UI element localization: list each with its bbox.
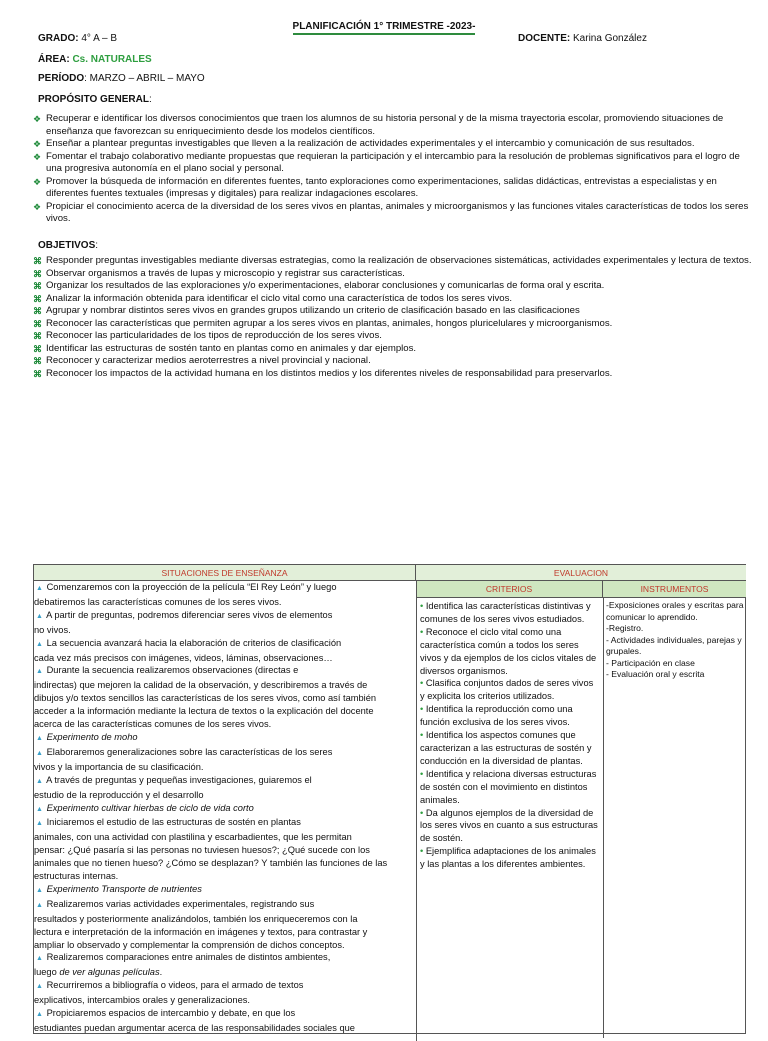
objetivos-heading: OBJETIVOS: [38,240,99,251]
objetivo-bullet-icon: ⌘ [33,306,42,316]
situacion-line: ▲ Realizaremos varias actividades experimentales, registrando sus [34,898,414,913]
periodo-line [38,73,205,86]
proposito-item [33,151,755,176]
periodo-label: PERÍODO [38,73,85,84]
proposito-bullet-icon: ❖ [33,201,42,212]
proposito-text: Enseñar a plantear preguntas investigables que lleven a la realización de actividades experimentales y el intercambio y comunicación de sus resultados. [46,138,695,149]
objetivo-bullet-icon: ⌘ [33,368,42,379]
col-evaluacion-header: EVALUACION [416,565,746,581]
objetivo-bullet-icon: ⌘ [33,343,42,354]
docente-value: Karina González [570,33,647,44]
objetivo-bullet-icon: ⌘ [33,268,42,279]
situacion-line: animales que no tienen hueso? ¿Cómo se desplazan? Y también las funciones de las [34,858,388,869]
situacion-line: estudio de la reproducción y el desarrollo [34,789,204,800]
triangle-bullet-icon: ▲ [36,668,43,676]
triangle-bullet-icon: ▲ [36,585,43,592]
proposito-heading: PROPÓSITO GENERAL: [38,94,152,105]
situacion-line: debatiremos las características comunes de los seres vivos. [34,596,282,607]
situacion-line: ▲ Experimento cultivar hierbas de ciclo de vida corto [34,802,414,817]
triangle-bullet-icon: ▲ [36,983,43,991]
criterio-item: • Identifica y relaciona diversas estructuras de sostén con el movimiento en distintos animales. [420,768,597,805]
triangle-bullet-icon: ▲ [36,612,43,620]
bullet-icon: • [420,704,424,715]
instrumento-item: - Actividades individuales, parejas y grupales. [606,634,742,656]
situacion-line: ampliar lo observado y complementar la comprensión de dichos conceptos. [34,939,345,950]
situacion-line: animales, con una actividad con plastilina y escarbadientes, que les permitan [34,832,352,843]
triangle-bullet-icon: ▲ [36,749,43,757]
grado-label: GRADO: [38,33,79,44]
docente-label: DOCENTE: [518,33,571,44]
situacion-line: luego de ver algunas películas. [34,967,163,978]
situacion-line: dibujos y/o textos sencillos las características de los seres vivos, como así también [34,693,377,704]
objetivo-text: Organizar los resultados de las exploraciones y/o experimentaciones, elaborar conclusiones y comunicarlas de forma oral y escrita. [46,280,605,291]
bullet-icon: • [420,626,424,637]
situacion-line: ▲ Durante la secuencia realizaremos observaciones (directas e [34,664,414,679]
objetivo-bullet-icon: ⌘ [33,293,42,304]
criterio-item: • Identifica la reproducción como una función exclusiva de los seres vivos. [420,704,573,728]
criterio-item: • Da algunos ejemplos de la diversidad de los seres vivos en cuanto a sus estructuras de sostén. [420,807,598,844]
objetivo-bullet-icon: ⌘ [33,318,42,329]
col-criterios-header: CRITERIOS [416,581,603,598]
objetivo-bullet-icon: ⌘ [33,281,42,291]
objetivos-list [33,255,755,380]
situacion-line: indirectas) que mejoren la calidad de la observación, y describiremos a través de [34,680,368,691]
situacion-line: ▲ Experimento de moho [34,731,414,746]
instrumento-item: -Exposiciones orales y escritas para comunicar lo aprendido. [606,600,744,622]
triangle-bullet-icon: ▲ [36,886,43,894]
proposito-item [33,113,755,138]
triangle-bullet-icon: ▲ [36,1011,43,1019]
bullet-icon: • [420,846,424,857]
situacion-line: ▲ Iniciaremos el estudio de las estructuras de sostén en plantas [34,816,414,831]
bullet-icon: • [420,807,424,818]
bullet-icon: • [420,601,424,611]
objetivo-bullet-icon: ⌘ [33,331,42,341]
instrumento-item: - Evaluación oral y escrita [606,669,705,679]
objetivo-bullet-icon: ⌘ [33,356,42,366]
col-situaciones-header: SITUACIONES DE ENSEÑANZA [34,565,416,581]
proposito-text: Recuperar e identificar los diversos conocimientos que traen los alumnos de su historia personal y de la misma trayectoria escolar, promoviendo situaciones de enseñanza que favorezcan su enriquecimiento desde los modelos científicos. [46,113,724,137]
docente-line [518,33,647,46]
proposito-item [33,176,755,201]
situacion-line: ▲ Experimento Transporte de nutrientes [34,883,414,898]
criterio-item: • Ejemplifica adaptaciones de los animales y las plantas a los diferentes ambientes. [420,846,596,870]
column-divider [416,581,417,1041]
criterio-item: • Identifica las características distintivas y comunes de los seres vivos estudiados. [420,601,591,624]
bullet-icon: • [420,678,424,689]
instrumentos-cell [606,600,744,681]
situacion-line: ▲ Realizaremos comparaciones entre animales de distintos ambientes, [34,951,414,966]
objetivo-item [33,305,755,318]
situacion-line: ▲ La secuencia avanzará hacia la elaboración de criterios de clasificación [34,637,414,652]
situacion-line: pensar: ¿Qué pasaría si las personas no tuviesen huesos?; ¿Qué sucede con los [34,845,370,856]
objetivo-item [33,293,755,306]
situacion-line: acerca de las características comunes de los seres vivos. [34,719,272,730]
instrumento-item: -Registro. [606,623,644,633]
criterio-item: • Reconoce el ciclo vital como una característica común a todos los seres vivos y da ejemplos de los ciclos vitales de diversos organismos. [420,626,597,676]
instrumento-item: - Participación en clase [606,657,695,668]
objetivo-item [33,255,755,268]
situacion-line: ▲ Elaboraremos generalizaciones sobre las características de los seres [34,746,414,761]
situacion-line: no vivos. [34,624,71,635]
objetivo-text: Responder preguntas investigables mediante diversas estrategias, como la realización de observaciones sistemáticas, actividades experimentales y lectura de textos. [46,255,752,266]
proposito-bullet-icon: ❖ [33,114,42,124]
triangle-bullet-icon: ▲ [36,777,43,785]
triangle-bullet-icon: ▲ [36,955,43,963]
objetivo-text: Observar organismos a través de lupas y microscopio y registrar sus características. [46,267,405,279]
situacion-line: ▲ Comenzaremos con la proyección de la película “El Rey León” y luego [34,581,414,596]
grado-value: 4° A – B [78,33,118,44]
criterio-item: • Clasifica conjuntos dados de seres vivos y explicita los criterios utilizados. [420,678,594,702]
situacion-line: resultados y posteriormente analizándolos, también los enriqueceremos con la [34,913,358,924]
page-title: PLANIFICACIÓN 1° TRIMESTRE -2023- [0,21,768,34]
proposito-list [33,113,755,226]
proposito-text: Fomentar el trabajo colaborativo mediante propuestas que requieran la participación y el intercambio para la resolución de problemas significativos para el logro de una progresiva autonomía en el plano social y personal. [46,150,740,174]
situacion-line: acceder a la información mediante la lectura de textos o la explicación del docente [34,706,374,717]
planning-table [33,564,746,1034]
proposito-text: Promover la búsqueda de información en diferentes fuentes, tanto exploraciones como experimentaciones, salidas didácticas, entrevistas a especialistas y en diferentes fuentes textuales (impresas y digitales) para realizar indagaciones escolares. [46,175,717,199]
proposito-bullet-icon: ❖ [33,139,42,149]
triangle-bullet-icon: ▲ [36,901,43,909]
objetivo-bullet-icon: ⌘ [33,256,42,266]
objetivo-item [33,368,755,381]
grado-line [38,33,117,46]
objetivo-item [33,330,755,343]
objetivo-item [33,355,755,368]
bullet-icon: • [420,730,424,741]
objetivo-text: Analizar la información obtenida para identificar el ciclo vital como una característica de todos los seres vivos. [46,292,513,304]
triangle-bullet-icon: ▲ [36,820,43,828]
situacion-line: lectura e interpretación de la información en imágenes y textos, para contrastar y [34,926,368,937]
triangle-bullet-icon: ▲ [36,640,43,648]
situacion-line: ▲ A partir de preguntas, podremos diferenciar seres vivos de elementos [34,609,414,624]
situacion-line: ▲ Propiciaremos espacios de intercambio y debate, en que los [34,1007,414,1022]
criterio-item: • Identifica los aspectos comunes que caracterizan a las estructuras de sostén y conducción en la diversidad de plantas. [420,730,592,766]
objetivo-text: Reconocer las características que permiten agrupar a los seres vivos en plantas, animales, hongos pluricelulares y microorganismos. [46,317,613,329]
area-label: ÁREA: [38,54,70,65]
objetivo-text: Agrupar y nombrar distintos seres vivos en grandes grupos utilizando un criterio de clasificación basado en las clasificaciones [46,305,580,316]
objetivo-item [33,268,755,281]
situacion-line: ▲ A través de preguntas y pequeñas investigaciones, guiaremos el [34,774,414,789]
proposito-bullet-icon: ❖ [33,151,42,162]
situacion-line: estudiantes puedan argumentar acerca de las responsabilidades sociales que [34,1023,355,1033]
area-value: Cs. NATURALES [69,54,152,65]
objetivo-text: Identificar las estructuras de sostén tanto en plantas como en animales y dar ejemplos. [46,342,417,354]
column-divider [603,598,604,1038]
area-line [38,54,152,67]
triangle-bullet-icon: ▲ [36,734,43,742]
proposito-item [33,138,755,151]
proposito-bullet-icon: ❖ [33,176,42,187]
col-instrumentos-header: INSTRUMENTOS [603,581,746,598]
objetivo-text: Reconocer y caracterizar medios aeroterrestres a nivel provincial y nacional. [46,355,371,366]
objetivo-text: Reconocer las particularidades de los tipos de reproducción de los seres vivos. [46,330,382,341]
situacion-line: estructuras internas. [34,871,119,882]
proposito-text: Propiciar el conocimiento acerca de la diversidad de los seres vivos en plantas, animales y microorganismos y las funciones vitales características de todos los seres vivos. [46,200,749,224]
situacion-line: ▲ Recurriremos a bibliografía o videos, para el armado de textos [34,979,414,994]
criterios-cell [420,600,600,871]
situacion-line: vivos y la importancia de su clasificación. [34,761,204,772]
periodo-value: : MARZO – ABRIL – MAYO [84,73,205,84]
objetivo-text: Reconocer los impactos de la actividad humana en los distintos medios y los diferentes niveles de responsabilidad para preservarlos. [46,367,613,379]
situaciones-cell [34,581,414,1035]
situacion-line: cada vez más precisos con imágenes, videos, láminas, observaciones… [34,652,333,663]
objetivo-item [33,343,755,356]
objetivo-item [33,318,755,331]
proposito-item [33,201,755,226]
triangle-bullet-icon: ▲ [36,805,43,813]
objetivo-item [33,280,755,293]
bullet-icon: • [420,768,424,779]
situacion-line: explicativos, intercambios orales y generalizaciones. [34,995,250,1006]
